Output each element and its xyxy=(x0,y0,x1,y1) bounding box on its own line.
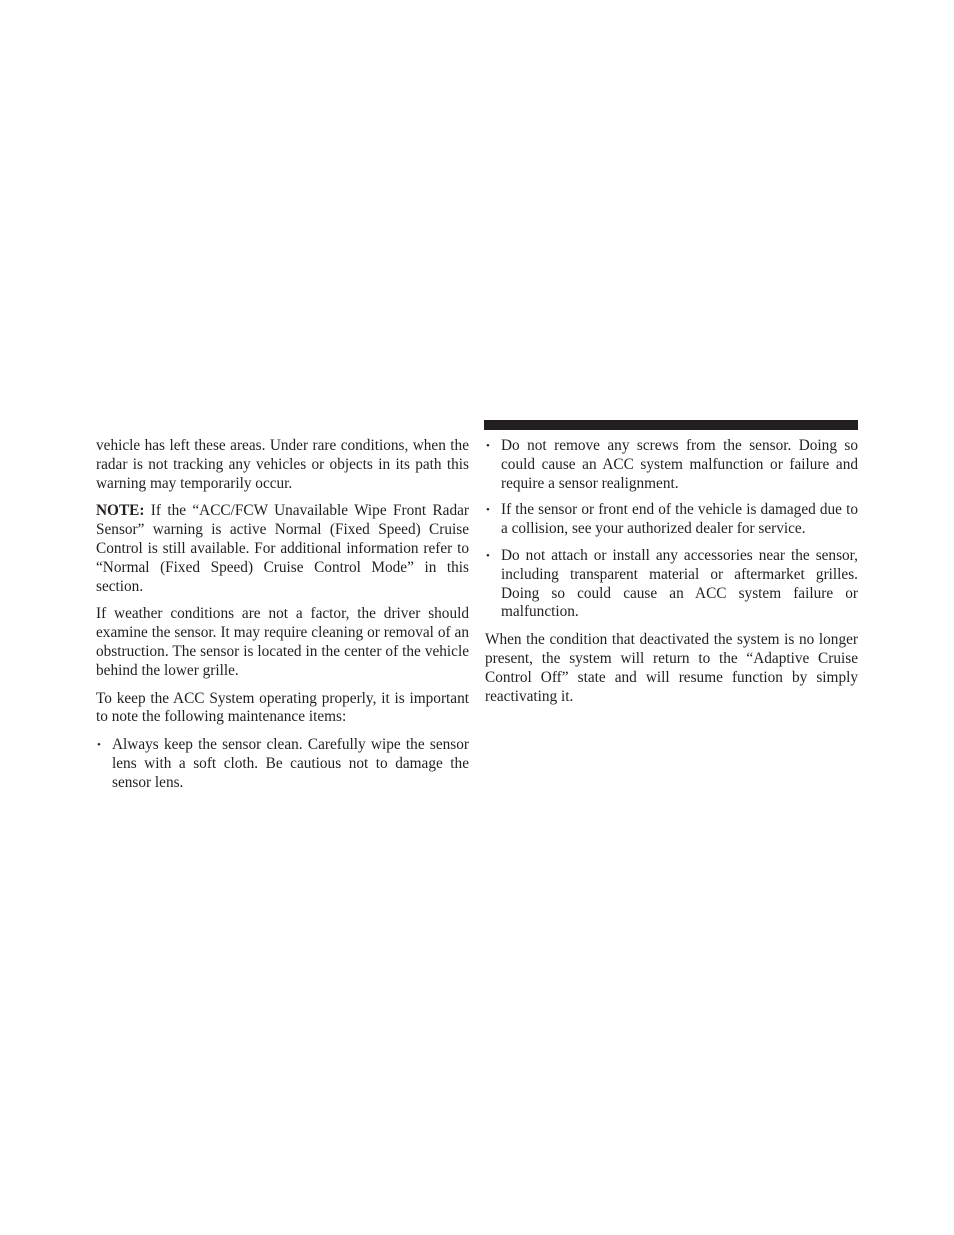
reactivation-paragraph: When the condition that deactivated the system is no longer present, the system will return to the “Adaptive Cruise Control Off” state and will resume function by simply reactivating it. xyxy=(485,631,858,705)
bullet-icon: • xyxy=(486,504,490,517)
continuation-paragraph: vehicle has left these areas. Under rare conditions, when the radar is not tracking any vehicles or objects in its path this warning may temporarily occur. xyxy=(96,437,469,492)
list-item xyxy=(485,437,858,493)
note-label: NOTE: xyxy=(96,502,145,520)
list-item-text: If the sensor or front end of the vehicle is damaged due to a collision, see your authorized dealer for service. xyxy=(501,501,858,538)
bullet-icon: • xyxy=(97,739,101,752)
section-header-bar xyxy=(484,420,858,430)
bullet-icon: • xyxy=(486,440,490,452)
sensor-inspection-paragraph: If weather conditions are not a factor, the driver should examine the sensor. It may require cleaning or removal of an obstruction. The sensor is located in the center of the vehicle behind the lower grille. xyxy=(96,605,469,679)
list-item-text: Do not attach or install any accessories near the sensor, including transparent material or aftermarket grilles. Doing so could cause an ACC system failure or malfunction. xyxy=(501,546,858,621)
left-column xyxy=(96,437,469,802)
note-text: If the “ACC/FCW Unavailable Wipe Front Radar Sensor” warning is active Normal (Fixed Speed) Cruise Control is still available. For additional information refer to “Normal (Fixed Speed) Cruise Control Mode” in this section. xyxy=(96,502,469,595)
list-item-text: Always keep the sensor clean. Carefully wipe the sensor lens with a soft cloth. Be cautious not to damage the sensor lens. xyxy=(112,736,469,791)
list-item xyxy=(485,547,858,622)
maintenance-list-right xyxy=(485,437,858,622)
maintenance-list-left xyxy=(96,736,469,792)
maintenance-intro-paragraph: To keep the ACC System operating properly, it is important to note the following maintenance items: xyxy=(96,689,469,726)
list-item-text: Do not remove any screws from the sensor. Doing so could cause an ACC system malfunction or failure and require a sensor realignment. xyxy=(501,437,858,492)
note-paragraph xyxy=(96,502,469,596)
list-item xyxy=(96,736,469,792)
list-item xyxy=(485,501,858,539)
bullet-icon: • xyxy=(486,549,490,562)
right-column xyxy=(485,437,858,715)
